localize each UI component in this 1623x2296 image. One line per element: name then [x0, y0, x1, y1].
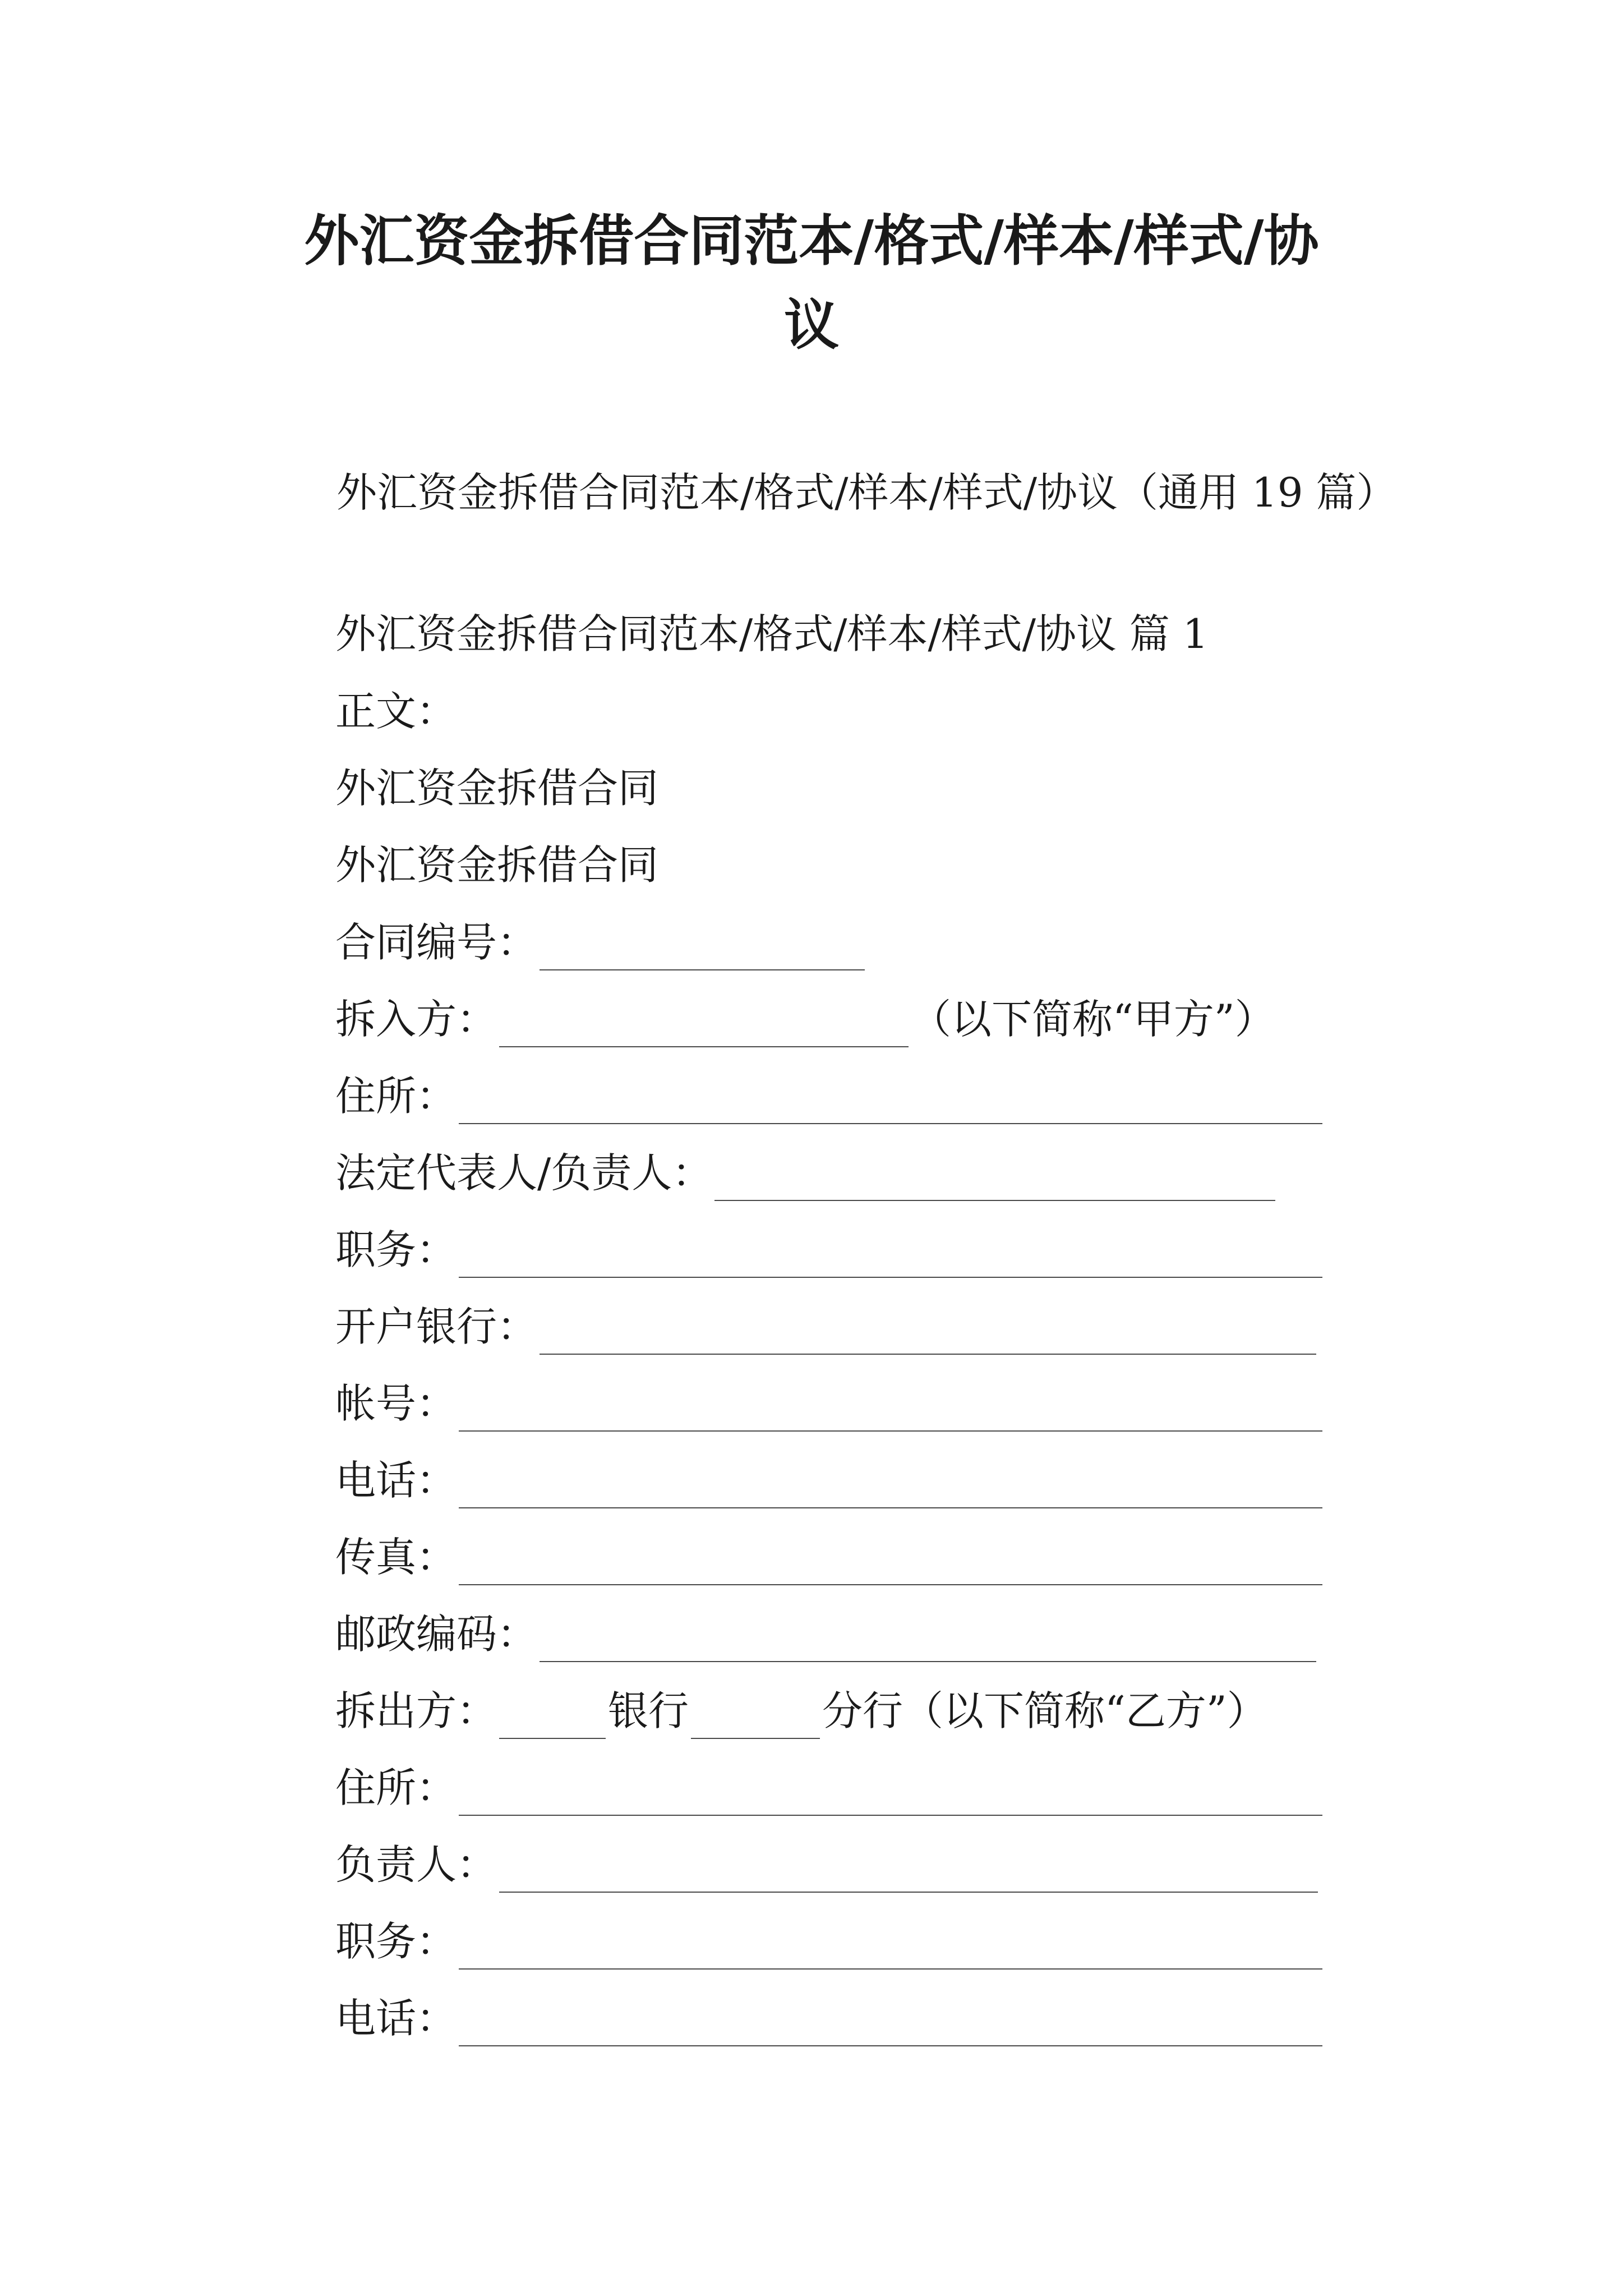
postcode-blank [540, 1618, 1316, 1662]
borrower-suffix: （以下简称“甲方”） [911, 996, 1275, 1043]
lender-position-line [335, 1913, 1325, 1970]
lender-position-blank [459, 1926, 1322, 1970]
article-heading-text: 外汇资金拆借合同范本/格式/样本/样式/协议 篇 1 [335, 610, 1209, 657]
bank-blank [540, 1311, 1316, 1355]
postcode-label: 邮政编码： [335, 1611, 538, 1658]
legal-rep-label: 法定代表人/负责人： [335, 1149, 713, 1197]
position-label: 职务： [335, 1226, 457, 1273]
fax-line [335, 1529, 1325, 1585]
lender-address-line [335, 1760, 1325, 1816]
lender-bank-blank [499, 1695, 606, 1739]
postcode-line [335, 1606, 1318, 1662]
lender-address-blank [459, 1772, 1322, 1816]
contract-number-line [335, 914, 867, 970]
lender-phone-line [335, 1990, 1325, 2046]
bank-label: 开户银行： [335, 1303, 538, 1350]
lender-head-blank [499, 1849, 1318, 1893]
legal-rep-line [335, 1145, 1278, 1201]
account-line [335, 1375, 1325, 1432]
text-label-text: 正文： [335, 688, 457, 735]
lender-phone-label: 电话： [335, 1995, 457, 2042]
intro-paragraph: 外汇资金拆借合同范本/格式/样本/样式/协议（通用 19 篇） [336, 469, 1397, 516]
lender-label: 拆出方： [335, 1687, 497, 1734]
address-blank [459, 1080, 1322, 1124]
phone-blank [459, 1465, 1322, 1508]
fax-blank [459, 1542, 1322, 1585]
legal-rep-blank [714, 1157, 1275, 1201]
contract-name-2-text: 外汇资金拆借合同 [335, 841, 659, 889]
lender-head-label: 负责人： [335, 1841, 497, 1888]
lender-position-label: 职务： [335, 1918, 457, 1965]
account-blank [459, 1388, 1322, 1432]
borrower-line [335, 991, 1275, 1047]
contract-name-1-text: 外汇资金拆借合同 [335, 765, 659, 812]
lender-line [335, 1683, 1267, 1739]
lender-head-line [335, 1837, 1320, 1893]
text-label [335, 683, 457, 739]
account-label: 帐号： [335, 1380, 457, 1427]
document-title-line-2: 议 [783, 293, 839, 357]
contract-number-label: 合同编号： [335, 919, 538, 966]
lender-address-label: 住所： [335, 1764, 457, 1811]
lender-branch-blank [691, 1695, 820, 1739]
article-heading [335, 606, 1209, 662]
lender-phone-blank [459, 2003, 1322, 2046]
borrower-label: 拆入方： [335, 996, 497, 1043]
contract-number-blank [540, 927, 865, 970]
document-title-line-1: 外汇资金拆借合同范本/格式/样本/样式/协 [304, 209, 1319, 273]
position-blank [459, 1234, 1322, 1278]
borrower-blank [499, 1004, 909, 1047]
lender-branch-text: 分行（以下简称“乙方”） [822, 1687, 1267, 1734]
contract-name-2 [335, 837, 658, 893]
position-line [335, 1222, 1325, 1278]
contract-name-1 [335, 760, 658, 816]
fax-label: 传真： [335, 1534, 457, 1581]
phone-line [335, 1452, 1325, 1508]
lender-bank-text: 银行 [608, 1687, 689, 1734]
address-label: 住所： [335, 1073, 457, 1120]
phone-label: 电话： [335, 1457, 457, 1504]
address-line [335, 1068, 1325, 1124]
bank-line [335, 1299, 1318, 1355]
